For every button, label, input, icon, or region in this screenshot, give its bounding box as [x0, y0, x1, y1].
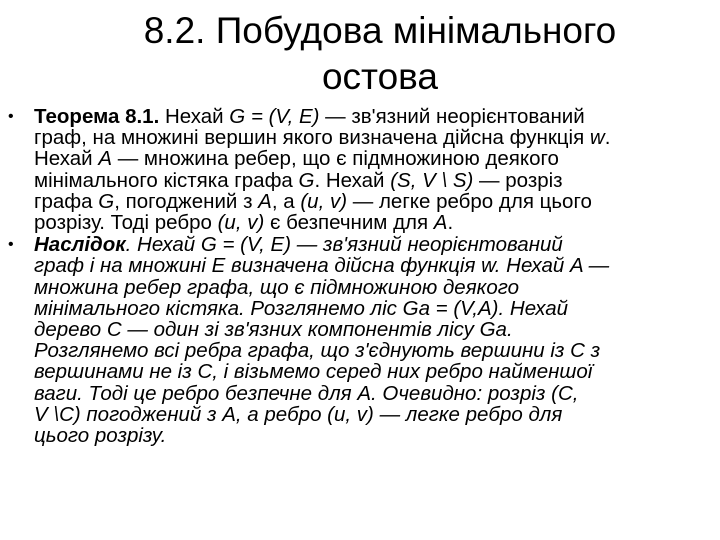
bullet-marker: • [8, 108, 14, 125]
slide-title-line-1: 8.2. Побудова мінімального [143, 10, 617, 51]
text-run: — множина ребер, що є підмножиною деякого [112, 147, 559, 171]
bullet-text-line [34, 170, 714, 191]
bullet-text-line [34, 340, 714, 361]
text-run: . Нехай G = (V, E) — зв'язний неорієнтований [125, 233, 563, 257]
bullet-text-line [34, 234, 714, 255]
text-run: Теорема 8.1. [34, 105, 160, 128]
bullet-text-line [34, 383, 714, 404]
text-run: мінімального кістяка графа [34, 168, 299, 192]
text-run: (u, v) [300, 189, 348, 213]
text-run: вершинами не із C, і візьмемо серед них ребро найменшої [34, 360, 593, 384]
text-run: цього розрізу. [34, 424, 167, 448]
text-run: G [98, 189, 115, 213]
text-run: A [258, 189, 272, 213]
bullet-text-line [34, 212, 714, 233]
bullet-marker: • [8, 236, 14, 254]
bullet-text-line [34, 255, 714, 276]
text-run: Розглянемо всі ребра графа, що з'єднують вершини із C з [34, 339, 601, 363]
bullet-text-line [34, 191, 714, 212]
text-run [34, 233, 126, 256]
bullet-text-line [34, 277, 714, 298]
text-run: дерево C — один зі зв'язних компонентів лісу Ga. [34, 318, 513, 342]
bullet-text-line [34, 127, 714, 148]
text-run: — розріз [473, 168, 563, 192]
text-run: . [604, 126, 611, 150]
text-run: розрізу. Тоді ребро [34, 211, 218, 235]
text-run: (u, v) [217, 211, 265, 235]
slide-title-line-2: остова [321, 56, 438, 97]
bullet-text-line [34, 361, 714, 382]
bullet-list [8, 106, 714, 446]
slide-title [60, 8, 700, 100]
text-run: w [589, 126, 605, 150]
bullet-text-line [34, 319, 714, 340]
text-run: (S, V \ S) [390, 168, 474, 192]
bullet-text-line [34, 404, 714, 425]
text-run: G = (V, E) [229, 105, 320, 128]
bullet-text-line [34, 148, 714, 169]
text-run: , погоджений з [114, 189, 259, 213]
bullet-text-line [34, 106, 714, 127]
text-run: G [298, 168, 315, 192]
text-run: — легке ребро для цього [347, 189, 592, 213]
text-run: Нехай [159, 105, 230, 128]
text-run: мінімального кістяка. Розглянемо ліс Ga = (V,A). Нехай [34, 296, 569, 320]
text-run: . Нехай [314, 168, 391, 192]
text-run: Наслідок [34, 233, 126, 257]
text-run: A [433, 211, 448, 235]
bullet-theorem [8, 106, 714, 233]
text-run: граф, на множині вершин якого визначена дійсна функція [34, 126, 590, 150]
bullet-text-line [34, 298, 714, 319]
text-run: A [98, 147, 113, 171]
text-run: є безпечним для [264, 211, 434, 235]
text-run: множина ребер графа, що є підмножиною деякого [34, 275, 520, 299]
text-run: , а [271, 189, 301, 213]
text-run: Нехай [34, 147, 99, 171]
bullet-text-line [34, 425, 714, 446]
bullet-corollary [8, 234, 714, 446]
text-run: графа [34, 189, 99, 213]
text-run: ваги. Тоді це ребро безпечне для A. Очевидно: розріз (C, [34, 381, 579, 405]
text-run: граф і на множині E визначена дійсна функція w. Нехай A — [34, 254, 610, 278]
text-run: V \C) погоджений з A, а ребро (u, v) — легке ребро для [34, 402, 563, 426]
text-run: — зв'язний неорієнтований [319, 105, 585, 128]
text-run: . [447, 211, 454, 235]
